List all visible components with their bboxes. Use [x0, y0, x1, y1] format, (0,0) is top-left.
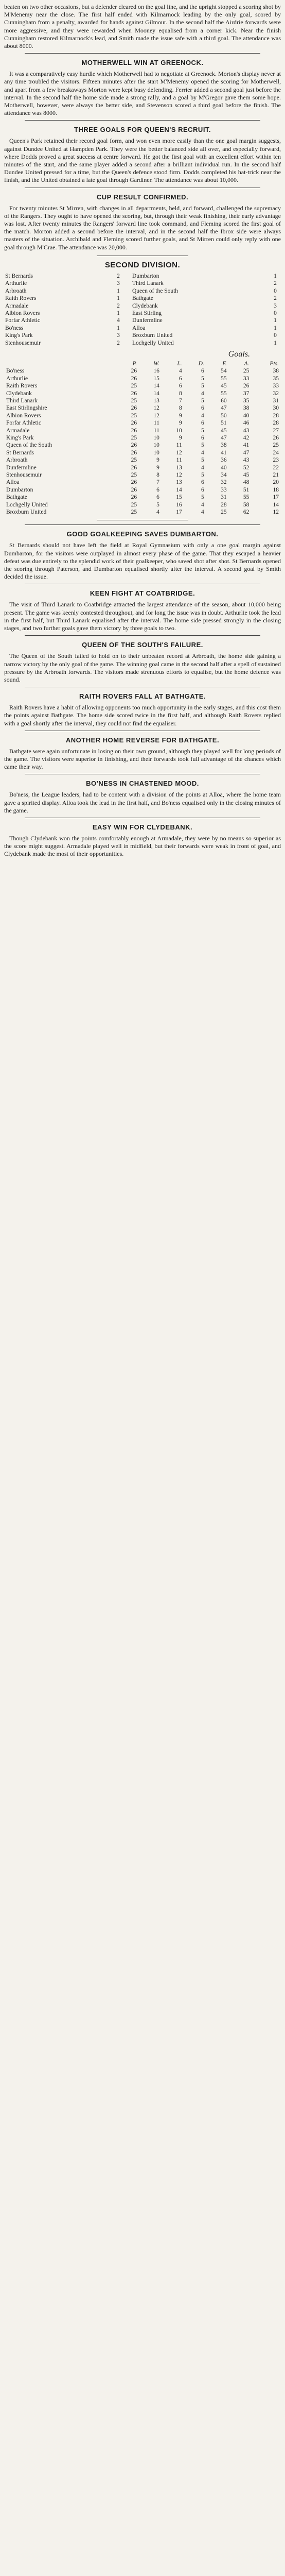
table-cell: 15 [176, 494, 182, 501]
section-heading: THREE GOALS FOR QUEEN'S RECRUIT. [74, 126, 211, 134]
table-cell: 11 [176, 442, 182, 449]
result-row [4, 273, 281, 280]
table-cell: 4 [201, 412, 204, 419]
table-cell: 10 [153, 442, 159, 449]
table-cell: 36 [221, 457, 227, 464]
match-report [4, 524, 281, 581]
team-name: East Stirlingshire [6, 405, 47, 412]
table-cell: 13 [153, 397, 159, 404]
table-cell: 11 [176, 457, 182, 464]
paragraph: Raith Rovers have a habit of allowing opponents too much opportunity in the early stages, and this cost them the points against Bathgate. The home side scored twice in the first half, and although Raith Rovers replied with a goal shortly after the interval, they could not find the equaliser. [4, 704, 281, 727]
team-name: Dunfermline [6, 464, 37, 471]
match-report [4, 53, 281, 117]
goals-label: Goals. [228, 349, 250, 359]
home-score: 3 [117, 280, 120, 287]
home-team: King's Park [5, 332, 33, 339]
table-cell: 37 [243, 390, 250, 397]
column-header: W. [153, 360, 159, 367]
away-score: 1 [274, 340, 277, 346]
table-cell: 7 [156, 479, 159, 486]
intro-report [4, 3, 281, 50]
team-column-header [4, 360, 116, 367]
paragraph: Bo'ness, the League leaders, had to be content with a division of the points at Alloa, where the home team gave a spirited display. Alloa took the lead in the first half, and Bo'ness equalised only in the closing minutes of the game. [4, 791, 281, 814]
table-cell: 32 [221, 479, 227, 486]
away-team: Alloa [132, 325, 146, 331]
table-cell: 6 [201, 486, 204, 493]
league-table [4, 360, 281, 516]
paragraph: For twenty minutes St Mirren, with changes in all departments, held, and forward, challenged the supremacy of the Rangers. They ought to have opened the scoring, but, through their weak finishing, their early advantage was lost. After twenty minutes the Rangers' forward line took command, and Fleming scored the first goal of the match. Morton added a second before the interval, and in the second half the Ibrox side were always masters of the situation. Archibald and Fleming scored further goals, and St Mirren could only reply with one goal through M'Crae. The attendance was 20,000. [4, 204, 281, 251]
away-score: 0 [274, 332, 277, 339]
section-heading: CUP RESULT CONFIRMED. [96, 193, 189, 201]
away-score: 1 [274, 273, 277, 279]
table-cell: 12 [153, 412, 159, 419]
divider [25, 635, 260, 636]
table-cell: 26 [131, 375, 137, 382]
away-score: 2 [274, 280, 277, 287]
team-name: Arthurlie [6, 375, 28, 382]
table-cell: 41 [243, 442, 250, 449]
table-row [4, 471, 281, 479]
table-cell: 48 [243, 479, 250, 486]
result-row [4, 340, 281, 347]
home-team: Bo'ness [5, 325, 24, 331]
table-cell: 4 [201, 390, 204, 397]
team-name: Clydebank [6, 390, 32, 397]
table-cell: 4 [179, 368, 182, 375]
table-cell: 31 [221, 494, 227, 501]
table-cell: 25 [273, 442, 279, 449]
table-cell: 33 [221, 486, 227, 493]
table-cell: 30 [273, 405, 279, 412]
table-cell: 25 [131, 457, 137, 464]
paragraph: It was a comparatively easy hurdle which Motherwell had to negotiate at Greenock. Morton's display never at any time troubled the visitors. Fifteen minutes after the start M'Menemy opened the scoring for Motherwell, and apart from a few breakaways Morton were kept busy defending. Ferrier added a second goal just before the interval. In the second half the home side made a strong rally, and a goal by M'Gregor gave them some hope. Motherwell, however, were always the better side, and Stevenson scored a third goal before the finish. The attendance was 8000. [4, 70, 281, 117]
table-cell: 47 [221, 405, 227, 412]
table-cell: 10 [176, 427, 182, 434]
table-cell: 52 [243, 464, 250, 471]
away-score: 1 [274, 317, 277, 324]
table-row [4, 509, 281, 516]
table-cell: 28 [273, 412, 279, 419]
away-score: 0 [274, 310, 277, 316]
table-cell: 9 [156, 464, 159, 471]
second-division-heading: SECOND DIVISION. [104, 260, 181, 269]
home-score: 4 [117, 317, 120, 324]
match-report [4, 818, 281, 858]
table-cell: 5 [156, 501, 159, 508]
table-row [4, 419, 281, 427]
result-row [4, 332, 281, 339]
result-row [4, 287, 281, 295]
home-score: 1 [117, 310, 120, 316]
result-row [4, 325, 281, 332]
table-cell: 26 [131, 405, 137, 412]
table-cell: 26 [131, 368, 137, 375]
section-heading: EASY WIN FOR CLYDEBANK. [92, 823, 193, 831]
table-cell: 35 [273, 375, 279, 382]
table-cell: 60 [221, 397, 227, 404]
table-row [4, 464, 281, 471]
home-team: Arthurlie [5, 280, 27, 287]
home-score: 1 [117, 295, 120, 302]
table-cell: 33 [273, 383, 279, 389]
table-cell: 20 [273, 479, 279, 486]
newspaper-page [0, 0, 285, 865]
table-cell: 4 [201, 464, 204, 471]
table-cell: 46 [243, 420, 250, 427]
team-name: Lochgelly United [6, 501, 48, 508]
table-cell: 32 [273, 390, 279, 397]
separator [124, 287, 131, 295]
divider [25, 524, 260, 525]
table-row [4, 367, 281, 375]
table-cell: 5 [201, 397, 204, 404]
table-cell: 26 [131, 464, 137, 471]
team-name: Arbroath [6, 457, 28, 464]
match-report [4, 774, 281, 815]
home-team: Stenhousemuir [5, 340, 41, 346]
table-cell: 28 [273, 420, 279, 427]
result-row [4, 310, 281, 317]
table-header-row [4, 360, 281, 367]
away-team: Third Lanark [132, 280, 164, 287]
table-cell: 26 [131, 449, 137, 456]
home-score: 2 [117, 340, 120, 346]
paragraph: Queen's Park retained their record goal form, and won even more easily than the one goal margin suggests, against Dundee United at Hampden Park. They were the better balanced side all over, and especially forward, where Dodds proved a great success at centre forward. He got the first goal with an excellent effort within ten minutes of the start, and the same player added a second after a brilliant individual run. In the second half Dundee United pressed for a time, but the Queen's defence stood firm. Dodds completed his hat-trick near the finish, and the United obtained a late goal through Gardiner. The attendance was about 10,000. [4, 137, 281, 184]
table-cell: 10 [153, 435, 159, 441]
table-cell: 26 [273, 435, 279, 441]
separator [124, 332, 131, 339]
separator [124, 317, 131, 324]
table-cell: 11 [153, 427, 159, 434]
table-cell: 7 [179, 397, 182, 404]
separator [124, 325, 131, 332]
table-cell: 22 [273, 464, 279, 471]
home-score: 3 [117, 332, 120, 339]
match-report [4, 635, 281, 684]
column-header: F. [222, 360, 227, 367]
table-cell: 6 [156, 494, 159, 501]
home-team: Forfar Athletic [5, 317, 41, 324]
table-cell: 5 [201, 472, 204, 479]
table-cell: 17 [273, 494, 279, 501]
table-cell: 51 [243, 486, 250, 493]
home-team: Arbroath [5, 287, 27, 294]
table-cell: 11 [153, 420, 159, 427]
separator [124, 340, 131, 347]
away-team: Lochgelly United [132, 340, 174, 346]
table-cell: 38 [273, 368, 279, 375]
separator [124, 295, 131, 302]
paragraph: Though Clydebank won the points comfortably enough at Armadale, they were by no means so superior as the score might suggest. Armadale played well in midfield, but their forwards were weak in front of goal, and Clydebank made the most of their opportunities. [4, 834, 281, 858]
paragraph: Bathgate were again unfortunate in losing on their own ground, although they played well for long periods of the game. The visitors were superior in finishing, and their forwards took full advantage of the chances which came their way. [4, 747, 281, 771]
away-team: Clydebank [132, 302, 158, 309]
home-team: Raith Rovers [5, 295, 37, 302]
table-cell: 26 [131, 486, 137, 493]
table-cell: 24 [273, 449, 279, 456]
match-report [4, 120, 281, 184]
team-name: King's Park [6, 435, 34, 441]
table-cell: 25 [131, 383, 137, 389]
table-cell: 5 [201, 383, 204, 389]
table-cell: 21 [273, 472, 279, 479]
table-cell: 50 [221, 412, 227, 419]
table-cell: 12 [176, 449, 182, 456]
table-row [4, 501, 281, 509]
table-cell: 5 [201, 457, 204, 464]
table-cell: 25 [131, 501, 137, 508]
table-cell: 27 [273, 427, 279, 434]
table-cell: 42 [243, 435, 250, 441]
away-team: Bathgate [132, 295, 153, 302]
second-division-results [4, 273, 281, 347]
table-cell: 13 [176, 464, 182, 471]
table-cell: 12 [176, 472, 182, 479]
table-cell: 25 [221, 509, 227, 516]
home-score: 2 [117, 302, 120, 309]
table-cell: 14 [176, 486, 182, 493]
table-cell: 17 [176, 509, 182, 516]
table-cell: 6 [179, 383, 182, 389]
separator [124, 280, 131, 287]
table-cell: 6 [179, 375, 182, 382]
column-header: A. [244, 360, 250, 367]
team-name: Armadale [6, 427, 30, 434]
table-cell: 14 [153, 383, 159, 389]
table-cell: 14 [273, 501, 279, 508]
team-name: St Bernards [6, 449, 34, 456]
column-header: L. [177, 360, 182, 367]
table-cell: 26 [131, 390, 137, 397]
team-name: Queen of the South [6, 442, 52, 449]
away-score: 3 [274, 302, 277, 309]
team-name: Albion Rovers [6, 412, 41, 419]
section-heading: KEEN FIGHT AT COATBRIDGE. [90, 589, 195, 598]
table-cell: 4 [201, 509, 204, 516]
table-cell: 5 [201, 442, 204, 449]
home-team: Armadale [5, 302, 29, 309]
table-cell: 12 [153, 405, 159, 412]
table-cell: 25 [131, 435, 137, 441]
away-team: Dumbarton [132, 273, 159, 279]
table-cell: 14 [153, 390, 159, 397]
table-cell: 6 [201, 405, 204, 412]
table-cell: 28 [221, 501, 227, 508]
away-score: 2 [274, 295, 277, 302]
table-cell: 10 [153, 449, 159, 456]
result-row [4, 280, 281, 287]
match-report [4, 188, 281, 251]
team-name: Forfar Athletic [6, 420, 42, 427]
result-row [4, 302, 281, 310]
match-report [4, 731, 281, 771]
table-cell: 45 [221, 383, 227, 389]
table-cell: 40 [243, 412, 250, 419]
table-cell: 54 [221, 368, 227, 375]
match-reports-top [4, 53, 281, 251]
table-cell: 26 [131, 427, 137, 434]
table-cell: 8 [179, 405, 182, 412]
table-cell: 58 [243, 501, 250, 508]
table-cell: 26 [243, 383, 250, 389]
table-cell: 8 [179, 390, 182, 397]
table-cell: 62 [243, 509, 250, 516]
table-cell: 43 [243, 427, 250, 434]
table-row [4, 390, 281, 397]
table-row [4, 404, 281, 412]
away-score: 0 [274, 287, 277, 294]
table-cell: 26 [131, 420, 137, 427]
paragraph: The visit of Third Lanark to Coatbridge attracted the largest attendance of the season, about 10,000 being present. The game was keenly contested throughout, and for long the issue was in doubt. Arthurlie took the lead in the first half, but Third Lanark equalised after the interval. The home side pressed strongly in the closing stages, and two further goals gave them victory by three goals to two. [4, 601, 281, 632]
home-score: 2 [117, 273, 120, 279]
table-cell: 45 [243, 472, 250, 479]
table-cell: 13 [176, 479, 182, 486]
home-team: Albion Rovers [5, 310, 40, 316]
table-cell: 4 [201, 501, 204, 508]
team-name: Raith Rovers [6, 383, 38, 389]
section-heading: MOTHERWELL WIN AT GREENOCK. [81, 59, 204, 67]
table-cell: 6 [156, 486, 159, 493]
column-header: P. [132, 360, 137, 367]
table-cell: 25 [243, 368, 250, 375]
table-cell: 9 [179, 412, 182, 419]
away-team: Dunfermline [132, 317, 163, 324]
table-cell: 43 [243, 457, 250, 464]
table-cell: 6 [201, 435, 204, 441]
table-cell: 12 [273, 509, 279, 516]
team-name: Dumbarton [6, 486, 33, 493]
table-cell: 33 [243, 375, 250, 382]
away-team: Broxburn United [132, 332, 173, 339]
table-cell: 26 [131, 442, 137, 449]
table-cell: 9 [156, 457, 159, 464]
team-name: Bo'ness [6, 368, 25, 375]
table-cell: 25 [131, 472, 137, 479]
table-cell: 5 [201, 494, 204, 501]
table-cell: 35 [243, 397, 250, 404]
table-cell: 6 [201, 368, 204, 375]
table-cell: 9 [179, 435, 182, 441]
table-cell: 23 [273, 457, 279, 464]
table-cell: 55 [221, 375, 227, 382]
table-cell: 5 [201, 427, 204, 434]
result-row [4, 295, 281, 302]
table-cell: 25 [131, 412, 137, 419]
table-cell: 4 [201, 449, 204, 456]
table-row [4, 494, 281, 501]
table-cell: 9 [179, 420, 182, 427]
table-cell: 38 [243, 405, 250, 412]
away-score: 1 [274, 325, 277, 331]
table-cell: 41 [221, 449, 227, 456]
table-cell: 55 [221, 390, 227, 397]
table-cell: 6 [201, 420, 204, 427]
column-header: D. [198, 360, 204, 367]
table-cell: 55 [243, 494, 250, 501]
home-team: St Bernards [5, 273, 33, 279]
table-cell: 18 [273, 486, 279, 493]
paragraph: beaten on two other occasions, but a defender cleared on the goal line, and the upright stopped a scoring shot by M'Menemy near the close. The first half ended with Kilmarnock leading by the only goal, scored by Cunningham from a penalty, awarded for hands against Gilmour. In the second half the Airdrie forwards were more aggressive, and they were rewarded when Mooney equalised from a corner kick. Near the finish Cunningham restored Kilmarnock's lead, and Smith made the issue safe with a third goal. The attendance was about 8000. [4, 3, 281, 50]
table-cell: 25 [131, 509, 137, 516]
match-report [4, 584, 281, 632]
table-cell: 45 [221, 427, 227, 434]
result-row [4, 317, 281, 324]
table-cell: 15 [153, 375, 159, 382]
table-row [4, 434, 281, 442]
table-row [4, 375, 281, 382]
section-heading: QUEEN OF THE SOUTH'S FAILURE. [82, 641, 203, 649]
table-row [4, 479, 281, 486]
table-cell: 38 [221, 442, 227, 449]
match-report [4, 687, 281, 727]
table-row [4, 427, 281, 434]
table-cell: 34 [221, 472, 227, 479]
table-cell: 26 [131, 494, 137, 501]
home-score: 1 [117, 287, 120, 294]
table-cell: 25 [131, 397, 137, 404]
table-cell: 4 [156, 509, 159, 516]
away-team: Queen of the South [132, 287, 179, 294]
home-score: 1 [117, 325, 120, 331]
table-row [4, 442, 281, 449]
table-cell: 5 [201, 375, 204, 382]
article-column [4, 3, 281, 858]
team-name: Bathgate [6, 494, 27, 501]
table-row [4, 486, 281, 494]
team-name: Broxburn United [6, 509, 47, 516]
section-heading: ANOTHER HOME REVERSE FOR BATHGATE. [65, 736, 220, 744]
table-cell: 16 [176, 501, 182, 508]
separator [124, 273, 131, 280]
table-row [4, 397, 281, 404]
table-cell: 26 [131, 479, 137, 486]
separator [124, 302, 131, 310]
table-cell: 31 [273, 397, 279, 404]
paragraph: The Queen of the South failed to hold on to their unbeaten record at Arbroath, the home side gaining a narrow victory by the only goal of the game. The winning goal came in the second half after a spell of sustained pressure by the Arbroath forwards. The visitors made strenuous efforts to equalise, but the home defence was sound. [4, 652, 281, 683]
table-cell: 40 [221, 464, 227, 471]
table-cell: 16 [153, 368, 159, 375]
table-cell: 47 [221, 435, 227, 441]
table-cell: 8 [156, 472, 159, 479]
separator [124, 310, 131, 317]
team-name: Third Lanark [6, 397, 38, 404]
team-name: Stenhousemuir [6, 472, 42, 479]
table-row [4, 412, 281, 419]
section-heading: RAITH ROVERS FALL AT BATHGATE. [79, 692, 206, 701]
table-cell: 47 [243, 449, 250, 456]
team-name: Alloa [6, 479, 20, 486]
table-row [4, 449, 281, 456]
column-header: Pts. [270, 360, 279, 367]
paragraph: St Bernards should not have left the field at Royal Gymnasium with only a one goal margin against Dumbarton, for the visitors were outplayed in almost every phase of the game. That they escaped a heavier defeat was due entirely to the splendid work of their goalkeeper, who saved shot after shot. St Bernards opened the scoring through Paterson, and Dumbarton equalised shortly after the interval. A second goal by Smith decided the issue. [4, 541, 281, 581]
table-row [4, 382, 281, 389]
table-cell: 51 [221, 420, 227, 427]
table-row [4, 456, 281, 464]
match-reports-bottom [4, 524, 281, 858]
divider [25, 120, 260, 121]
divider [25, 53, 260, 54]
table-cell: 6 [201, 479, 204, 486]
section-heading: BO'NESS IN CHASTENED MOOD. [86, 779, 199, 788]
away-team: East Stirling [132, 310, 162, 316]
section-heading: GOOD GOALKEEPING SAVES DUMBARTON. [66, 530, 219, 538]
